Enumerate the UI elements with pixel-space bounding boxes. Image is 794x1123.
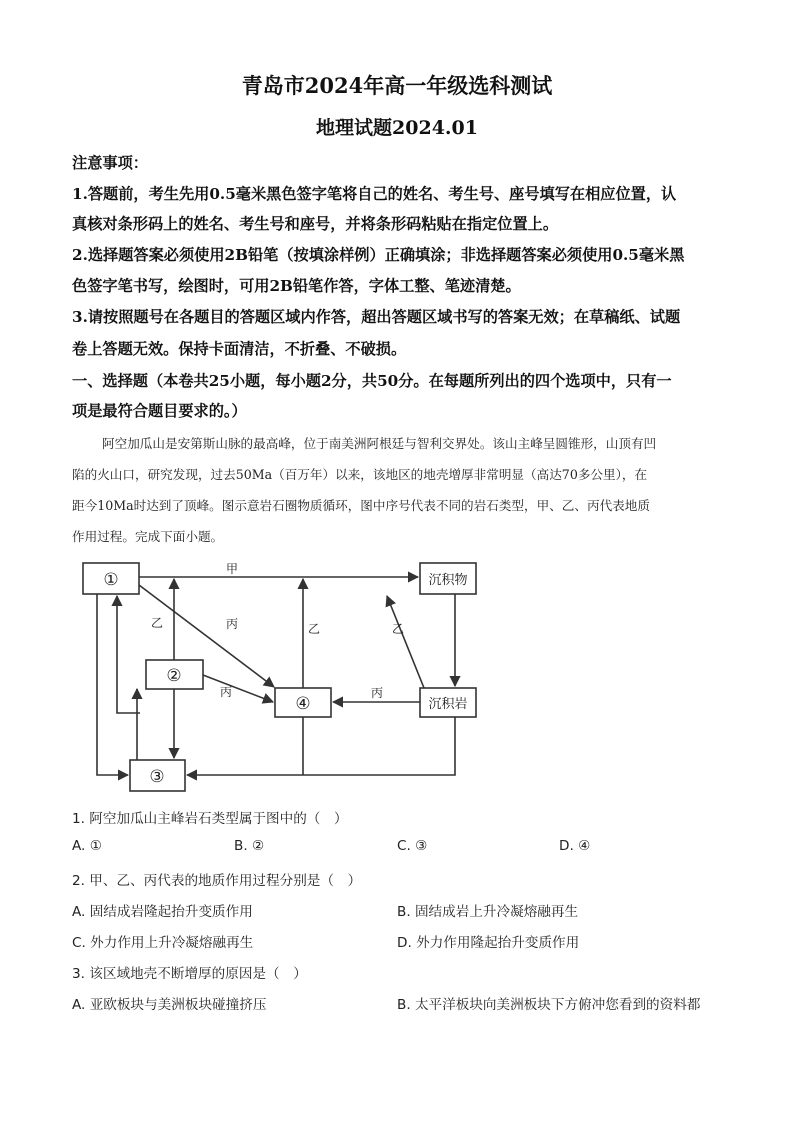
question-1-option-a[interactable]: A. ① — [72, 838, 102, 854]
question-2-option-d[interactable]: D. 外力作用隆起抬升变质作用 — [397, 935, 580, 951]
label-bing-2: 丙 — [219, 685, 233, 699]
question-3-option-b[interactable]: B. 太平洋板块向美洲板块下方俯冲您看到的资料都 — [397, 997, 701, 1013]
label-yi-right: 乙 — [391, 622, 405, 636]
question-1-stem: 1. 阿空加瓜山主峰岩石类型属于图中的（ ） — [72, 811, 348, 827]
question-2-option-a[interactable]: A. 固结成岩隆起抬升变质作用 — [72, 904, 253, 920]
notes-line: 2.选择题答案必须使用2B铅笔（按填涂样例）正确填涂；非选择题答案必须使用0.5毫米黑 — [72, 246, 685, 264]
sedimentary-rock-label: 沉积岩 — [428, 697, 468, 712]
question-1-option-b[interactable]: B. ② — [234, 838, 265, 854]
notes-heading: 注意事项： — [72, 154, 148, 172]
question-2-stem: 2. 甲、乙、丙代表的地质作用过程分别是（ ） — [72, 873, 362, 889]
question-2-option-b[interactable]: B. 固结成岩上升冷凝熔融再生 — [397, 904, 579, 920]
label-yi-middle: 乙 — [307, 622, 321, 636]
notes-line: 1.答题前，考生先用0.5毫米黑色签字笔将自己的姓名、考生号、座号填写在相应位置，认 — [72, 185, 677, 203]
arrow-bing-1 — [139, 585, 274, 687]
notes-line: 色签字笔书写，绘图时，可用2B铅笔作答，字体工整、笔迹清楚。 — [72, 277, 521, 295]
passage-line: 作用过程。完成下面小题。 — [72, 529, 224, 544]
node-1-label: ① — [103, 570, 119, 590]
notes-line: 真核对条形码上的姓名、考生号和座号，并将条形码粘贴在指定位置上。 — [72, 215, 558, 233]
arrow-sedrock-to-3 — [187, 717, 455, 775]
page-subtitle: 地理试题2024.01 — [316, 117, 478, 139]
section-heading: 一、选择题（本卷共25小题，每小题2分，共50分。在每题所列出的四个选项中，只有一 — [72, 372, 672, 390]
sediment-label: 沉积物 — [428, 573, 468, 588]
label-jia: 甲 — [225, 562, 239, 576]
notes-line: 3.请按照题号在各题目的答题区域内作答，超出答题区域书写的答案无效；在草稿纸、试题 — [72, 308, 681, 326]
label-bing-sedrock: 丙 — [370, 686, 384, 700]
node-3-label: ③ — [149, 767, 165, 787]
question-1-option-c[interactable]: C. ③ — [397, 838, 428, 854]
passage-line: 陷的火山口，研究发现，过去50Ma（百万年）以来，该地区的地壳增厚非常明显（高达70多公里），在 — [72, 467, 648, 482]
question-3-option-a[interactable]: A. 亚欧板块与美洲板块碰撞挤压 — [72, 997, 267, 1013]
passage-line: 阿空加瓜山是安第斯山脉的最高峰，位于南美洲阿根廷与智利交界处。该山主峰呈圆锥形，山顶有凹 — [102, 436, 657, 451]
label-bing-diagonal: 丙 — [225, 617, 239, 631]
section-heading: 项是最符合题目要求的。） — [72, 402, 247, 420]
arrow-yi-sedrock — [387, 596, 424, 688]
arrow-1-to-3 — [97, 594, 128, 775]
node-2-label: ② — [166, 666, 182, 686]
question-3-stem: 3. 该区域地壳不断增厚的原因是（ ） — [72, 966, 307, 982]
node-4-label: ④ — [295, 694, 311, 714]
page-title: 青岛市2024年高一年级选科测试 — [241, 73, 553, 98]
passage-line: 距今10Ma时达到了顶峰。图示意岩石圈物质循环，图中序号代表不同的岩石类型，甲、乙、丙代表地质 — [72, 498, 650, 513]
question-2-option-c[interactable]: C. 外力作用上升冷凝熔融再生 — [72, 935, 254, 951]
notes-line: 卷上答题无效。保持卡面清洁，不折叠、不破损。 — [72, 340, 407, 358]
label-yi-left: 乙 — [150, 616, 164, 630]
question-1-option-d[interactable]: D. ④ — [559, 838, 591, 854]
